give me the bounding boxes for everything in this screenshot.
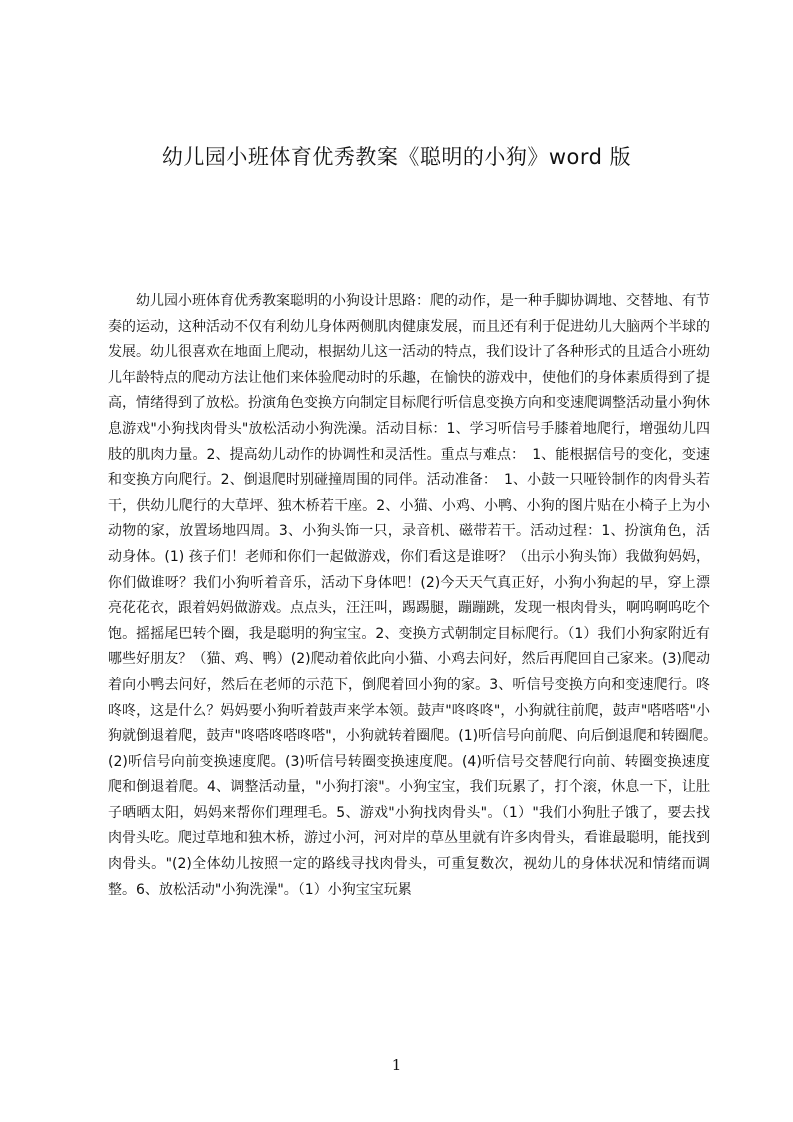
document-title: 幼儿园小班体育优秀教案《聪明的小狗》word 版: [161, 145, 632, 169]
page-number: 1: [391, 1056, 402, 1074]
document-body-paragraph: 幼儿园小班体育优秀教案聪明的小狗设计思路：爬的动作，是一种手脚协调地、交替地、有节奏的运动，这种活动不仅有利幼儿身体两侧肌肉健康发展，而且还有利于促进幼儿大脑两个半球的发展。幼儿很喜欢在地面上爬动，根据幼儿这一活动的特点，我们设计了各种形式的且适合小班幼儿年龄特点的爬动方法让他们来体验爬动时的乐趣，在愉快的游戏中，使他们的身体素质得到了提高，情绪得到了放松。扮演角色变换方向制定目标爬行听信息变换方向和变速爬调整活动量小狗休息游戏"小狗找肉骨头"放松活动小狗洗澡。活动目标：1、学习听信号手膝着地爬行，增强幼儿四肢的肌肉力量。2、提高幼儿动作的协调性和灵活性。重点与难点： 1、能根据信号的变化，变速和变换方向爬行。2、倒退爬时别碰撞周围的同伴。活动准备： 1、小鼓一只哑铃制作的肉骨头若干，供幼儿爬行的大草坪、独木桥若干座。2、小猫、小鸡、小鸭、小狗的图片贴在小椅子上为小动物的家，放置场地四周。3、小狗头饰一只，录音机、磁带若干。活动过程：1、扮演角色，活动身体。(1) 孩子们！老师和你们一起做游戏，你们看这是谁呀？（出示小狗头饰）我做狗妈妈，你们做谁呀？我们小狗听着音乐，活动下身体吧！(2)今天天气真正好，小狗小狗起的早，穿上漂亮花花衣，跟着妈妈做游戏。点点头，汪汪叫，踢踢腿，蹦蹦跳，发现一根肉骨头，啊呜啊呜吃个饱。摇摇尾巴转个圈，我是聪明的狗宝宝。2、变换方式朝制定目标爬行。（1）我们小狗家附近有哪些好朋友？（猫、鸡、鸭）(2)爬动着依此向小猫、小鸡去问好，然后再爬回自己家来。(3)爬动着向小鸭去问好，然后在老师的示范下，倒爬着回小狗的家。3、听信号变换方向和变速爬行。咚咚咚，这是什么？妈妈要小狗听着鼓声来学本领。鼓声"咚咚咚"，小狗就往前爬，鼓声"嗒嗒嗒"小狗就倒退着爬，鼓声"咚嗒咚嗒咚嗒"，小狗就转着圈爬。(1)听信号向前爬、向后倒退爬和转圈爬。 (2)听信号向前变换速度爬。(3)听信号转圈变换速度爬。(4)听信号交替爬行向前、转圈变换速度爬和倒退着爬。4、调整活动量，"小狗打滚"。小狗宝宝，我们玩累了，打个滚，休息一下，让肚子晒晒太阳，妈妈来帮你们理理毛。5、游戏"小狗找肉骨头"。（1）"我们小狗肚子饿了，要去找肉骨头吃。爬过草地和独木桥，游过小河，河对岸的草丛里就有许多肉骨头，看谁最聪明，能找到肉骨头。"(2)全体幼儿按照一定的路线寻找肉骨头，可重复数次，视幼儿的身体状况和情绪而调整。6、放松活动"小狗洗澡"。（1）小狗宝宝玩累: [108, 293, 724, 898]
